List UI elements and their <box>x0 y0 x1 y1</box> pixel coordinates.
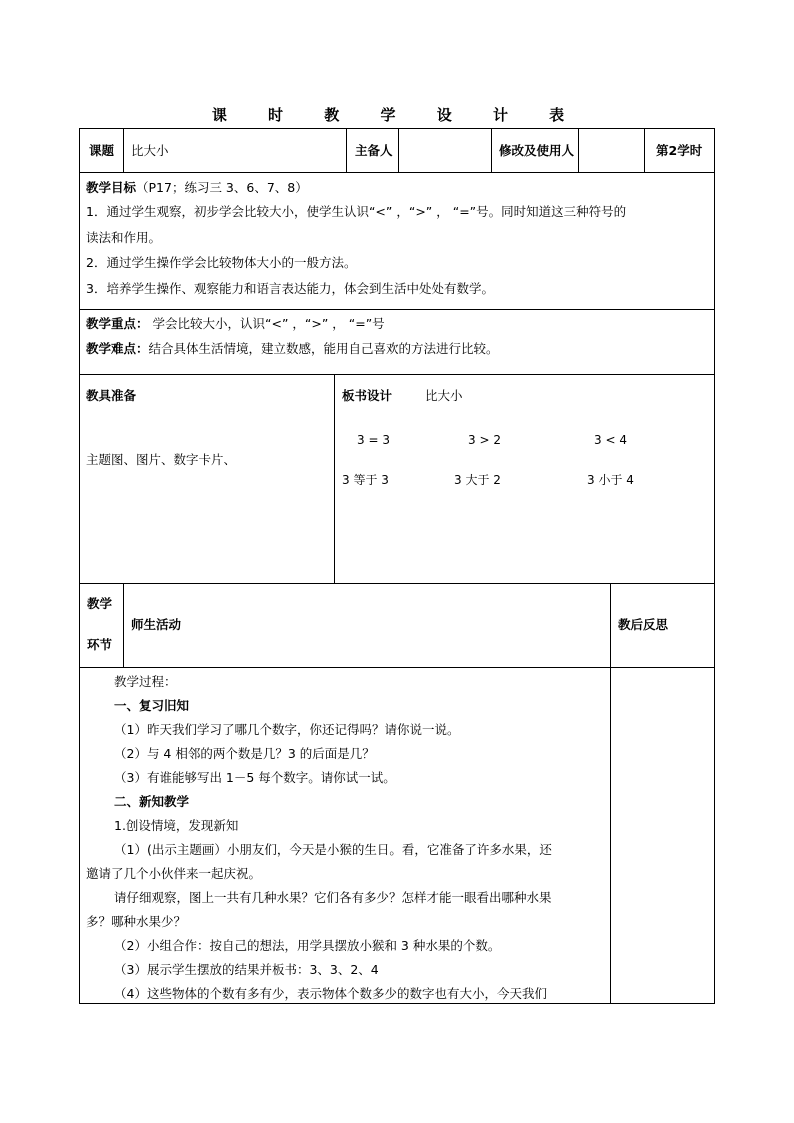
row-divider <box>79 172 715 173</box>
activity-label: 师生活动 <box>131 617 182 632</box>
row-divider <box>79 667 715 668</box>
row-divider <box>79 309 715 310</box>
col-divider <box>398 128 399 172</box>
process-heading: 教学过程： <box>114 674 177 689</box>
col-divider <box>346 128 347 172</box>
difficulty-line <box>86 341 499 357</box>
col-divider <box>334 374 335 583</box>
objective-1: 1．通过学生观察，初步学会比较大小，使学生认识“<” ，“>” ， “=”号。同时知道这三种符号的 <box>86 204 627 219</box>
col-divider <box>578 128 579 172</box>
board-expression-less: 3 < 4 <box>594 433 627 447</box>
section-new-knowledge: 二、新知教学 <box>114 794 190 809</box>
paragraph-2: 请仔细观察，图上一共有几种水果？它们各有多少？怎样才能一眼看出哪种水果 <box>114 890 552 905</box>
key-point-label: 教学重点： <box>86 316 149 331</box>
review-question-1: （1）昨天我们学习了哪几个数字，你还记得吗？请你说一说。 <box>114 722 460 737</box>
review-question-3: （3）有谁能够写出 1－5 每个数字。请你试一试。 <box>114 770 396 785</box>
review-question-2: （2）与 4 相邻的两个数是几？3 的后面是几？ <box>114 746 375 761</box>
difficulty-label: 教学难点： <box>86 341 149 356</box>
objective-1-continued: 读法和作用。 <box>86 230 162 245</box>
paragraph-2-continued: 多？哪种水果少？ <box>86 914 187 929</box>
board-words-equal: 3 等于 3 <box>342 473 389 487</box>
preparation-label: 教具准备 <box>86 388 137 403</box>
revisor-label: 修改及使用人 <box>499 143 575 158</box>
col-divider <box>644 128 645 172</box>
objectives-heading-line <box>86 180 308 196</box>
objectives-reference: （P17；练习三 3、6、7、8） <box>136 180 308 195</box>
objective-3: 3．培养学生操作、观察能力和语言表达能力，体会到生活中处处有数学。 <box>86 281 494 296</box>
objective-2: 2．通过学生操作学会比较物体大小的一般方法。 <box>86 255 357 270</box>
preparer-label: 主备人 <box>355 143 393 158</box>
paragraph-1-continued: 邀请了几个小伙伴来一起庆祝。 <box>86 866 262 881</box>
key-point-line <box>86 316 385 332</box>
board-words-greater: 3 大于 2 <box>454 473 501 487</box>
reflection-label: 教后反思 <box>618 617 669 632</box>
col-divider <box>123 128 124 172</box>
board-expression-greater: 3 > 2 <box>468 433 501 447</box>
board-title: 比大小 <box>425 388 463 403</box>
board-label: 板书设计 <box>342 388 393 403</box>
topic-value: 比大小 <box>131 143 169 158</box>
period-label: 第2学时 <box>656 143 703 158</box>
paragraph-3: （2）小组合作：按自己的想法，用学具摆放小猴和 3 种水果的个数。 <box>114 938 501 953</box>
col-divider <box>123 583 124 667</box>
stage-label-top: 教学 <box>87 596 113 611</box>
board-words-less: 3 小于 4 <box>587 473 634 487</box>
paragraph-5: （4）这些物体的个数有多有少，表示物体个数多少的数字也有大小，今天我们 <box>114 986 547 1001</box>
objectives-heading: 教学目标 <box>86 180 137 195</box>
stage-label-bottom: 环节 <box>87 637 113 652</box>
col-divider <box>491 128 492 172</box>
preparation-text: 主题图、图片、数字卡片、 <box>86 452 237 467</box>
difficulty-text: 结合具体生活情境，建立数感，能用自己喜欢的方法进行比较。 <box>148 341 499 356</box>
col-divider <box>610 583 611 1004</box>
row-divider <box>79 583 715 584</box>
topic-label: 课题 <box>89 143 115 158</box>
board-expression-equal: 3 = 3 <box>357 433 390 447</box>
section-review: 一、复习旧知 <box>114 698 190 713</box>
row-divider <box>79 374 715 375</box>
subsection-scenario: 1.创设情境，发现新知 <box>114 818 239 833</box>
paragraph-4: （3）展示学生摆放的结果并板书：3、3、2、4 <box>114 962 379 977</box>
paragraph-1: （1）(出示主题画）小朋友们，今天是小猴的生日。看，它准备了许多水果，还 <box>114 842 552 857</box>
page-title: 课 时 教 学 设 计 表 <box>211 106 583 124</box>
key-point-text: 学会比较大小，认识“<” ，“>” ， “=”号 <box>148 316 385 331</box>
